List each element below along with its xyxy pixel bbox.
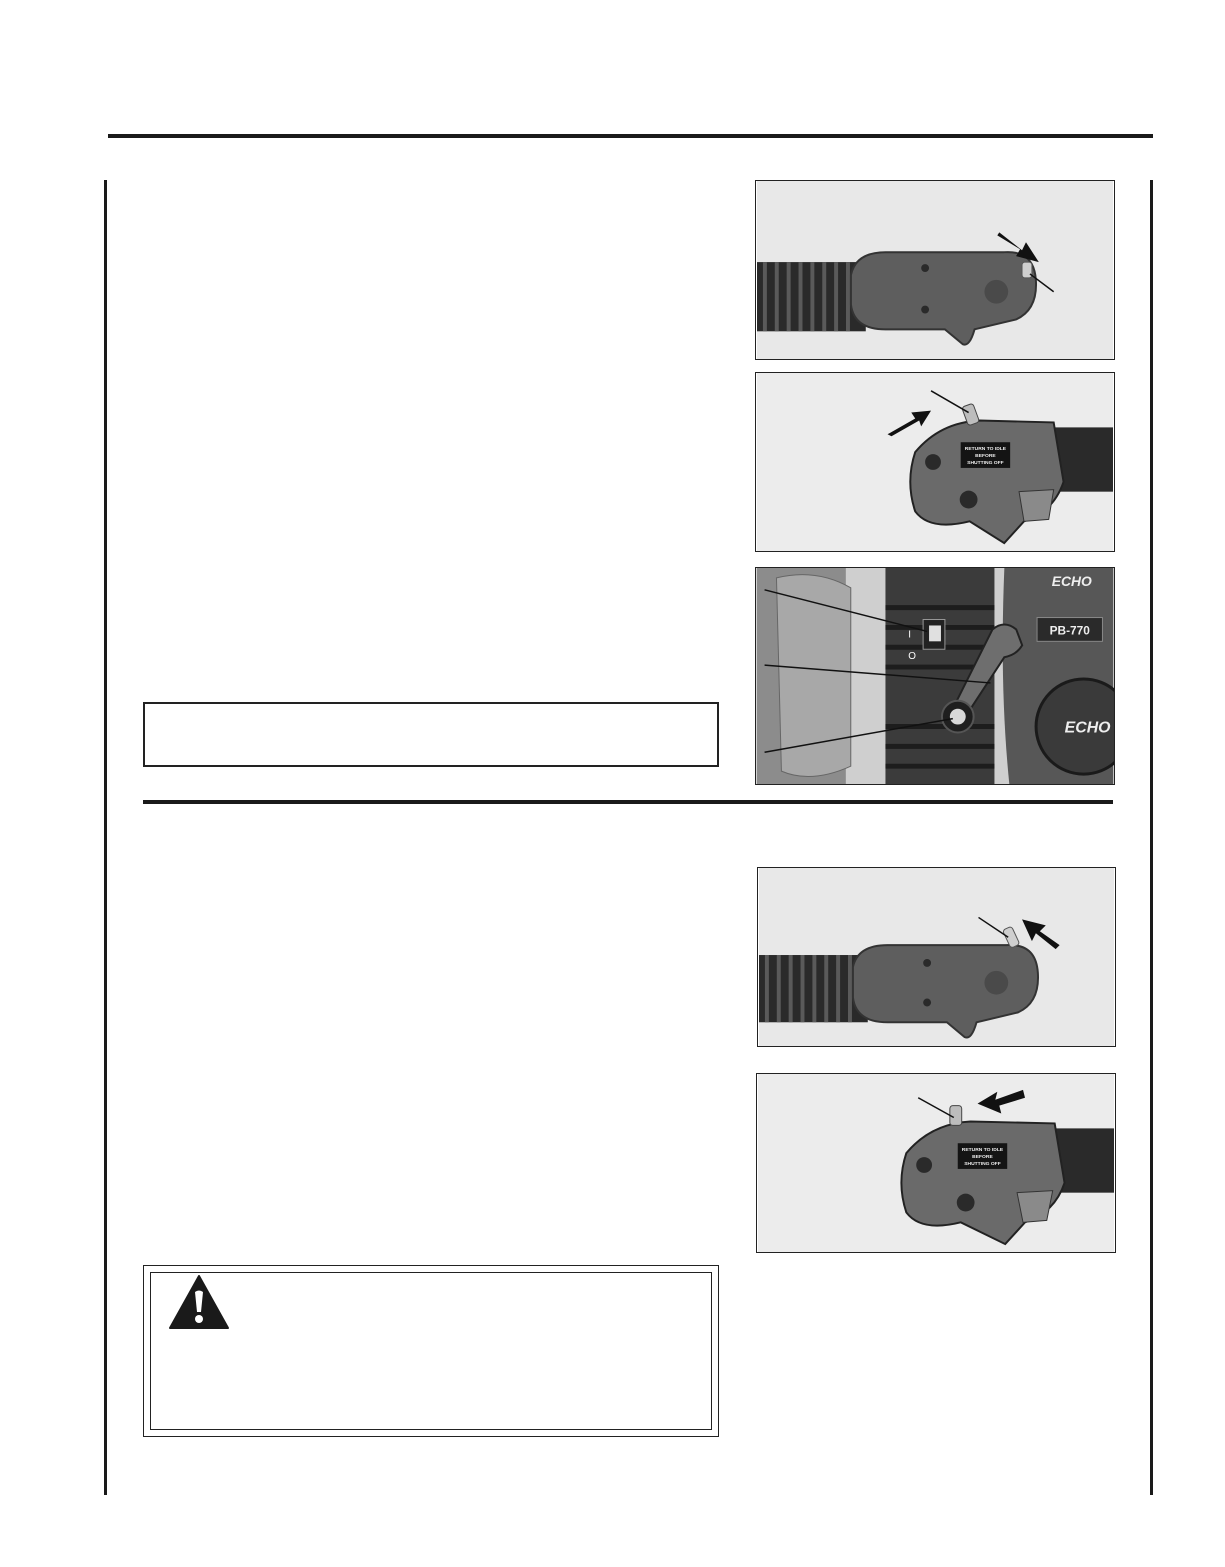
section-divider <box>143 800 1113 804</box>
decal-line-2: BEFORE <box>975 454 996 460</box>
hose <box>759 955 868 1022</box>
brand-logo-side: ECHO <box>1064 719 1111 737</box>
model-label: PB-770 <box>1049 623 1090 638</box>
hose <box>757 262 866 331</box>
note-box <box>143 702 719 767</box>
decal-line-3: SHUTTING OFF <box>964 1161 1001 1167</box>
brand-logo-top: ECHO <box>1051 572 1092 589</box>
decal-line-1: RETURN TO IDLE <box>961 1148 1004 1154</box>
decal-line-3: SHUTTING OFF <box>967 460 1004 466</box>
svg-text:I: I <box>908 629 911 641</box>
figure-throttle-stop-lever-back <box>757 867 1116 1047</box>
decal-line-2: BEFORE <box>972 1155 993 1161</box>
figure-throttle-rear-idle <box>756 1073 1116 1253</box>
figure-2-drawing <box>756 373 1114 551</box>
header-rule <box>108 134 1153 138</box>
figure-throttle-stop-lever-forward <box>755 180 1115 360</box>
figure-throttle-stop-lever-rear <box>755 372 1115 552</box>
decal-line-1: RETURN TO IDLE <box>964 447 1007 453</box>
svg-text:O: O <box>908 651 916 663</box>
figure-4-drawing <box>758 868 1115 1046</box>
figure-1-drawing <box>756 181 1114 359</box>
left-margin-line <box>104 180 107 1495</box>
right-margin-line <box>1150 180 1153 1495</box>
figure-5-drawing <box>757 1074 1115 1252</box>
warning-box <box>143 1265 719 1437</box>
figure-3-drawing <box>756 568 1114 784</box>
warning-triangle-icon <box>168 1274 230 1330</box>
figure-engine-controls <box>755 567 1115 785</box>
warning-box-inner <box>150 1272 712 1430</box>
